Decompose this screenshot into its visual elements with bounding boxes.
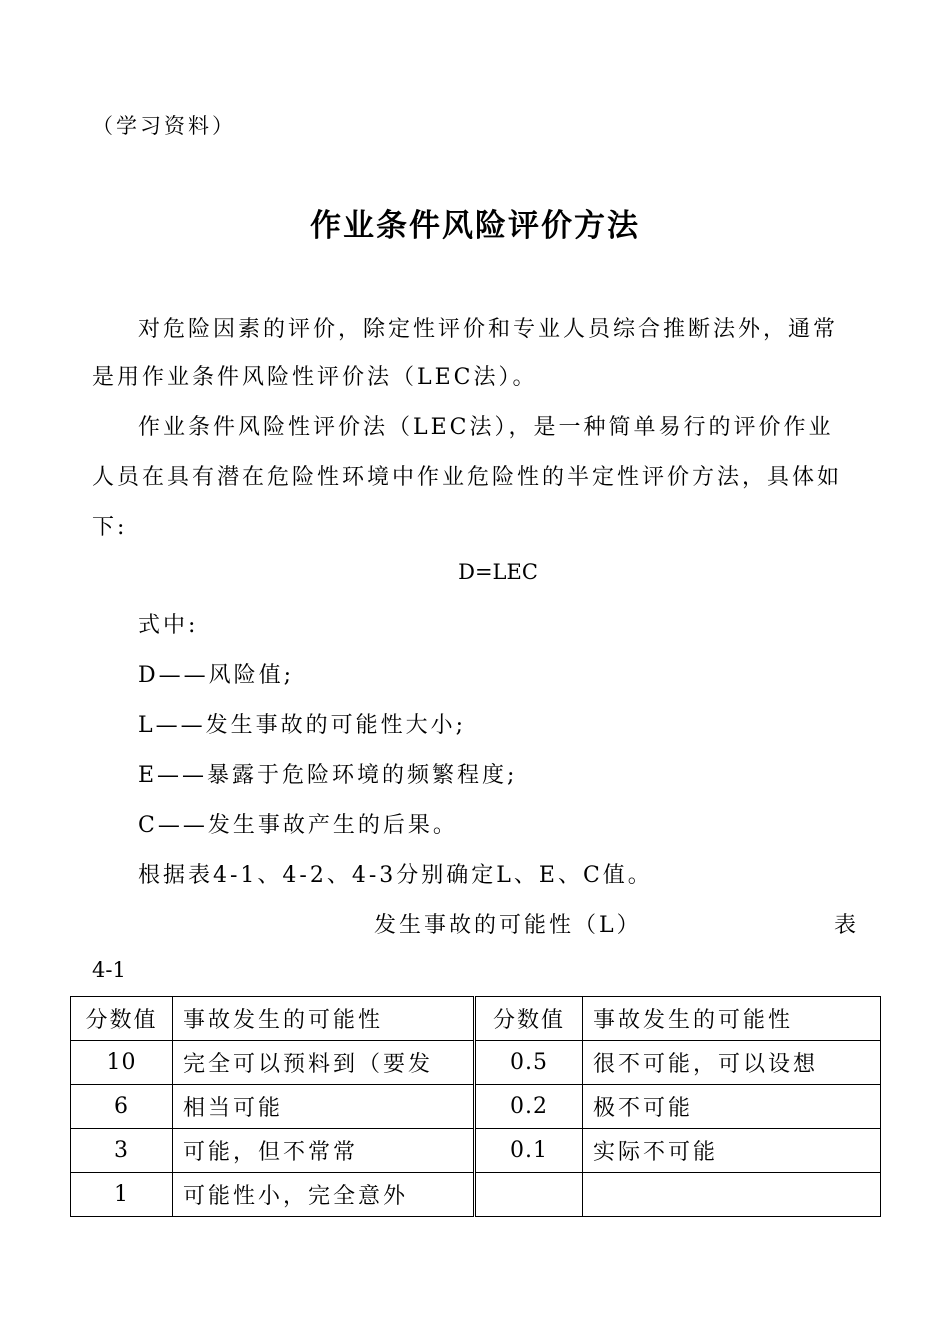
table-row [71, 1085, 881, 1129]
table-cell: 10 [71, 1041, 173, 1085]
likelihood-table [70, 996, 881, 1217]
table-cell: 6 [71, 1085, 173, 1129]
paragraph-1-line-2: 是用作业条件风险性评价法（LEC法）。 [92, 365, 538, 390]
table-cell: 可能，但不常常 [173, 1129, 475, 1173]
table-row [71, 1041, 881, 1085]
definition-intro: 式中: [138, 613, 199, 638]
table-number: 4-1 [92, 958, 126, 982]
table-cell: 0.1 [475, 1129, 583, 1173]
table-cell: 3 [71, 1129, 173, 1173]
table-cell: 相当可能 [173, 1085, 475, 1129]
formula: D=LEC [458, 560, 538, 584]
header-likelihood-right: 事故发生的可能性 [583, 997, 881, 1041]
table-cell: 0.2 [475, 1085, 583, 1129]
table-header-row [71, 997, 881, 1041]
paragraph-2-line-1: 作业条件风险性评价法（LEC法），是一种简单易行的评价作业 [138, 415, 834, 440]
table-cell: 0.5 [475, 1041, 583, 1085]
table-number-prefix: 表 [834, 913, 857, 938]
table-cell: 1 [71, 1173, 173, 1217]
table-cell: 极不可能 [583, 1085, 881, 1129]
definition-c: C——发生事故产生的后果。 [138, 813, 458, 838]
header-score-left: 分数值 [71, 997, 173, 1041]
definition-d: D——风险值; [138, 663, 295, 688]
table-cell [583, 1173, 881, 1217]
header-score-right: 分数值 [475, 997, 583, 1041]
header-likelihood-left: 事故发生的可能性 [173, 997, 475, 1041]
table-cell: 完全可以预料到（要发 [173, 1041, 475, 1085]
paragraph-2-line-2: 人员在具有潜在危险性环境中作业危险性的半定性评价方法，具体如 [92, 465, 843, 490]
table-cell: 可能性小，完全意外 [173, 1173, 475, 1217]
table-caption: 发生事故的可能性（L） [374, 913, 642, 938]
table-cell: 很不可能，可以设想 [583, 1041, 881, 1085]
table-cell [475, 1173, 583, 1217]
definition-l: L——发生事故的可能性大小; [138, 713, 467, 738]
header-label: （学习资料） [92, 114, 236, 138]
document-title: 作业条件风险评价方法 [310, 208, 640, 244]
definition-e: E——暴露于危险环境的频繁程度; [138, 763, 518, 788]
table-row [71, 1129, 881, 1173]
table-cell: 实际不可能 [583, 1129, 881, 1173]
table-row [71, 1173, 881, 1217]
paragraph-1-line-1: 对危险因素的评价，除定性评价和专业人员综合推断法外，通常 [138, 317, 839, 342]
paragraph-2-line-3: 下: [92, 515, 128, 540]
table-reference-sentence: 根据表4-1、4-2、4-3分别确定L、E、C值。 [138, 863, 653, 888]
